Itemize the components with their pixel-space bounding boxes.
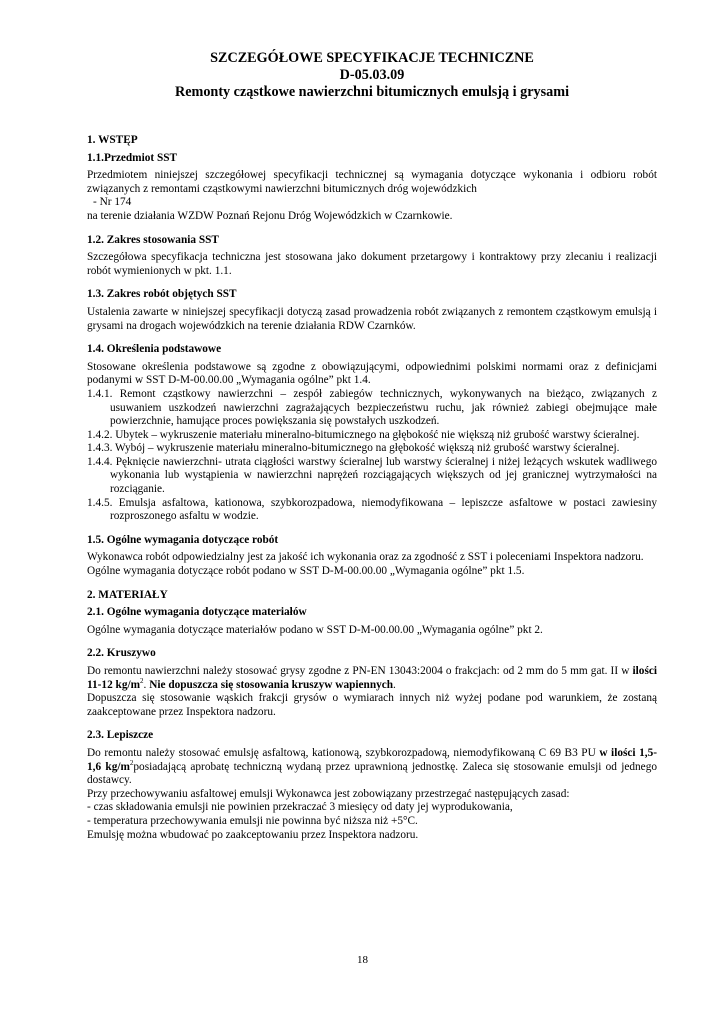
para-2-2a	[87, 665, 657, 692]
para-1-3: Ustalenia zawarte w niniejszej specyfikacji dotyczą zasad prowadzenia robót związanych z remontem cząstkowym emulsją i grysami na drogach wojewódzkich na terenie działania RDW Czarnków.	[87, 305, 657, 332]
para-1-1b: - Nr 174	[93, 196, 132, 209]
definition-item: 1.4.4. Pęknięcie nawierzchni- utrata ciągłości warstwy ścieralnej lub warstwy ścieralnej i niżej leżących wskutek wadliwego wykonania lub wystąpienia w nawierzchni naprężeń rozciągających większych od jej granicznej wytrzymałości na rozciąganie.	[87, 455, 657, 496]
para-2-3a	[87, 747, 657, 788]
page-content	[87, 50, 657, 842]
para-2-3e: Emulsję można wbudować po zaakceptowaniu przez Inspektora nadzoru.	[87, 828, 419, 841]
text-run: Do remontu nawierzchni należy stosować grysy zgodne z PN-EN 13043:2004 o frakcjach: od 2 mm do 5 mm gat. II w	[87, 665, 633, 677]
para-1-1a: Przedmiotem niniejszej szczegółowej specyfikacji technicznej są wymagania dotyczące wykonania i odbioru robót związanych z remontami cząstkowymi nawierzchni bitumicznych dróg wojewódzkich	[87, 169, 657, 195]
para-2-3b: Przy przechowywaniu asfaltowej emulsji Wykonawca jest zobowiązany przestrzegać następujących zasad:	[87, 787, 570, 800]
text-run: .	[143, 678, 150, 691]
heading-1-5: 1.5. Ogólne wymagania dotyczące robót	[87, 533, 279, 546]
heading-1-1: 1.1.Przedmiot SST	[87, 151, 178, 164]
heading-2-1: 2.1. Ogólne wymagania dotyczące materiałów	[87, 606, 307, 619]
bold-run: w ilości 1,5-1,6 kg/m	[87, 746, 657, 773]
bold-run: ilości 11-12 kg/m	[87, 665, 657, 691]
section-2-heading: 2. MATERIAŁY	[87, 588, 168, 601]
title-line-1: SZCZEGÓŁOWE SPECYFIKACJE TECHNICZNE	[210, 50, 534, 66]
heading-1-2: 1.2. Zakres stosowania SST	[87, 233, 219, 246]
text-run: .	[393, 678, 396, 691]
para-1-4: Stosowane określenia podstawowe są zgodne z obowiązującymi, odpowiednimi polskimi normami oraz z definicjami podanymi w SST D-M-00.00.00 „Wymagania ogólne” pkt 1.4.	[87, 360, 657, 387]
para-1-2: Szczegółowa specyfikacja techniczna jest stosowana jako dokument przetargowy i kontraktowy przy zlecaniu i realizacji robót wymienionych w pkt. 1.1.	[87, 251, 657, 277]
page-number: 18	[357, 954, 368, 966]
para-1-5a: Wykonawca robót odpowiedzialny jest za jakość ich wykonania oraz za zgodność z SST i poleceniami Inspektora nadzoru.	[87, 551, 644, 564]
definition-item: 1.4.1. Remont cząstkowy nawierzchni – zespół zabiegów technicznych, wykonywanych na bieżąco, związanych z usuwaniem uszkodzeń nawierzchni zagrażających bezpieczeństwu ruchu, jak również zabiegi obejmujące małe powierzchnie, hamujące proces powiększania się powstałych uszkodzeń.	[87, 387, 657, 428]
para-2-2b: Dopuszcza się stosowanie wąskich frakcji grysów o wymiarach innych niż wyżej podane pod warunkiem, że zostaną zaakceptowane przez Inspektora nadzoru.	[87, 692, 657, 718]
para-2-1: Ogólne wymagania dotyczące materiałów podano w SST D-M-00.00.00 „Wymagania ogólne” pkt 2.	[87, 623, 543, 636]
doc-title	[87, 50, 657, 101]
para-2-3d: - temperatura przechowywania emulsji nie powinna być niższa niż +5°C.	[87, 814, 418, 827]
heading-1-4: 1.4. Określenia podstawowe	[87, 343, 222, 356]
title-line-2: D-05.03.09	[339, 67, 405, 83]
text-run: Do remontu należy stosować emulsję asfaltową, kationową, szybkorozpadową, niemodyfikowaną C 69 B3 PU	[87, 746, 600, 759]
text-run: posiadającą aprobatę techniczną wydaną przez uprawnioną jednostkę. Zaleca się stosowanie emulsji od jednego dostawcy.	[87, 760, 657, 787]
para-2-3c: - czas składowania emulsji nie powinien przekraczać 3 miesięcy od daty jej wyprodukowania,	[87, 801, 513, 814]
heading-1-3: 1.3. Zakres robót objętych SST	[87, 288, 237, 301]
definition-item: 1.4.2. Ubytek – wykruszenie materiału mineralno-bitumicznego na głębokość nie większą niż grubość warstwy ścieralnej.	[87, 428, 640, 441]
para-1-1c: na terenie działania WZDW Poznań Rejonu Dróg Wojewódzkich w Czarnkowie.	[87, 209, 453, 222]
superscript: 2	[140, 676, 144, 685]
superscript: 2	[129, 758, 134, 767]
definition-item: 1.4.5. Emulsja asfaltowa, kationowa, szybkorozpadowa, niemodyfikowana – lepiszcze asfaltowe w postaci zawiesiny rozproszonego asfaltu w wodzie.	[87, 496, 657, 523]
bold-run: Nie dopuszcza się stosowania kruszyw wapiennych	[149, 678, 394, 691]
section-1-heading: 1. WSTĘP	[87, 134, 138, 146]
heading-2-2: 2.2. Kruszywo	[87, 647, 156, 660]
para-1-5b: Ogólne wymagania dotyczące robót podano w SST D-M-00.00.00 „Wymagania ogólne” pkt 1.5.	[87, 565, 525, 578]
title-line-3: Remonty cząstkowe nawierzchni bitumicznych emulsją i grysami	[174, 84, 570, 100]
definition-item: 1.4.3. Wybój – wykruszenie materiału mineralno-bitumicznego na głębokość większą niż grubość warstwy ścieralnej.	[87, 442, 620, 455]
heading-2-3: 2.3. Lepiszcze	[87, 729, 154, 742]
